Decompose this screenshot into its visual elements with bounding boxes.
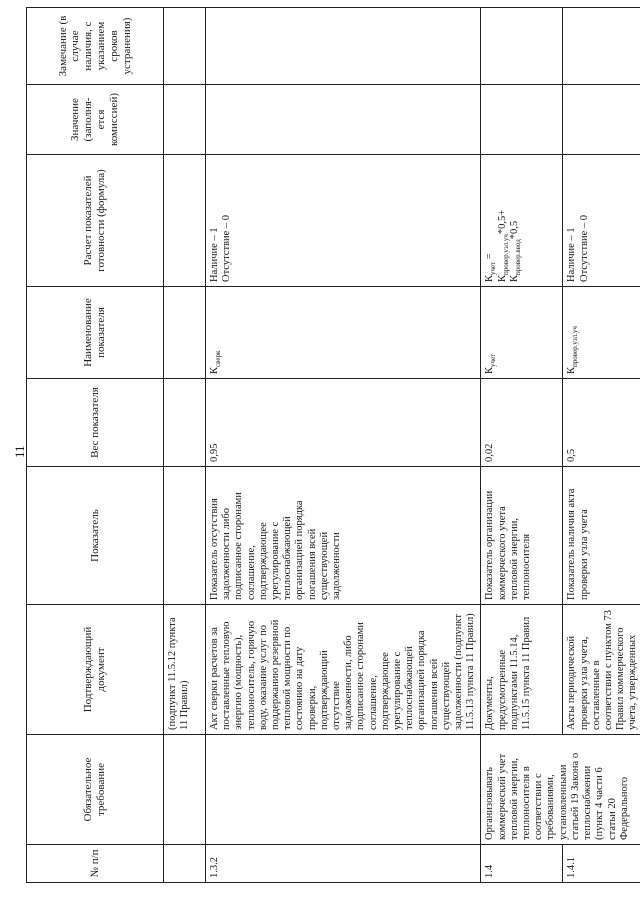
cell-indicator: Показатель организации коммерческого учета тепловой энергии, теплоносителя xyxy=(481,467,563,605)
table-row xyxy=(206,8,481,883)
cell-num: 1.4 xyxy=(481,845,563,883)
readiness-table xyxy=(26,7,640,883)
cell-formula xyxy=(164,155,206,287)
cell-note xyxy=(481,8,563,85)
cell-weight xyxy=(164,379,206,467)
indicator-subscript: провер.узл.уч xyxy=(571,326,580,367)
cell-indicator-name xyxy=(164,287,206,379)
indicator-subscript: сверк xyxy=(214,350,223,367)
cell-indicator-name xyxy=(206,287,481,379)
indicator-symbol: К xyxy=(484,366,496,374)
cell-indicator xyxy=(164,467,206,605)
formula-line: $К_{провер.узл.уч}*0,5+$ xyxy=(496,209,510,282)
header-row xyxy=(27,8,164,883)
cell-indicator-name xyxy=(481,287,563,379)
cell-requirement: Организовывать коммерческий учет тепловой энергии, теплоносителя в соответствии с требованиями, установленными статьей 19 Закона о теплоснабжении (пункт 4 части 6 статьи 20 Федерального xyxy=(481,735,640,845)
cell-indicator-name xyxy=(563,287,640,379)
formula-line: $К_{учет}$ = xyxy=(484,253,498,282)
cell-value xyxy=(206,85,481,155)
formula-line: $К_{провер.ввод}*0,5$ xyxy=(508,220,522,282)
table-row xyxy=(481,8,563,883)
cell-value xyxy=(164,85,206,155)
cell-note xyxy=(563,8,640,85)
cell-document: Акт сверки расчетов за поставленные тепловую энергию (мощность), теплоноситель, горячую воду, оказание услуг по поддержанию резервной тепловой мощности по состоянию на дату проверки, подтверждающий отсутствие задолженности, либо подписанное сторонами соглашение, подтверждающее урегулирование с теплоснабжающей организацией порядка погашения всей существующей задолженности (подпункт 11.5.13 пункта 11 Правил) xyxy=(206,605,481,735)
cell-formula: Наличие – 1 Отсутствие – 0 xyxy=(563,155,640,287)
cell-value xyxy=(563,85,640,155)
cell-formula xyxy=(481,155,563,287)
indicator-subscript: учет xyxy=(489,353,498,367)
cell-formula: Наличие – 1 Отсутствие – 0 xyxy=(206,155,481,287)
cell-document: Акты периодической проверки узла учета, составленные в соответствии с пунктом 73 Правил коммерческого учета, утвержденных xyxy=(563,605,640,735)
cell-indicator: Показатель отсутствия задолженности либо подписанное сторонами соглашение, подтверждающее урегулирование с теплоснабжающей организацией порядка погашения всей существующей задолженности xyxy=(206,467,481,605)
header-value: Значение (заполня-ется комиссией) xyxy=(27,85,164,155)
header-num: № п/п xyxy=(27,845,164,883)
header-formula: Расчет показателей готовности (формула) xyxy=(27,155,164,287)
cell-requirement xyxy=(164,735,206,845)
cell-document: (подпункт 11.5.12 пункта 11 Правил) xyxy=(164,605,206,735)
cell-document: Документы, предусмотренные подпунктами 11.5.14, 11.5.15 пункта 11 Правил xyxy=(481,605,563,735)
table-row xyxy=(164,8,206,883)
indicator-symbol: К xyxy=(566,366,578,374)
cell-note xyxy=(206,8,481,85)
cell-num xyxy=(164,845,206,883)
cell-weight: 0,5 xyxy=(563,379,640,467)
cell-weight: 0,02 xyxy=(481,379,563,467)
cell-requirement xyxy=(206,735,481,845)
header-indicator-name: Наименование показателя xyxy=(27,287,164,379)
cell-num: 1.3.2 xyxy=(206,845,481,883)
header-requirement: Обязательное требование xyxy=(27,735,164,845)
page-number: 11 xyxy=(12,445,27,458)
indicator-symbol: К xyxy=(209,366,220,374)
header-weight: Вес показателя xyxy=(27,379,164,467)
cell-value xyxy=(481,85,563,155)
header-note: Замечание (в случае наличия, с указанием сроков устранения) xyxy=(27,8,164,85)
cell-num: 1.4.1 xyxy=(563,845,640,883)
header-indicator: Показатель xyxy=(27,467,164,605)
cell-weight: 0,95 xyxy=(206,379,481,467)
cell-note xyxy=(164,8,206,85)
header-document: Подтверждающий документ xyxy=(27,605,164,735)
cell-indicator: Показатель наличия акта проверки узла учета xyxy=(563,467,640,605)
